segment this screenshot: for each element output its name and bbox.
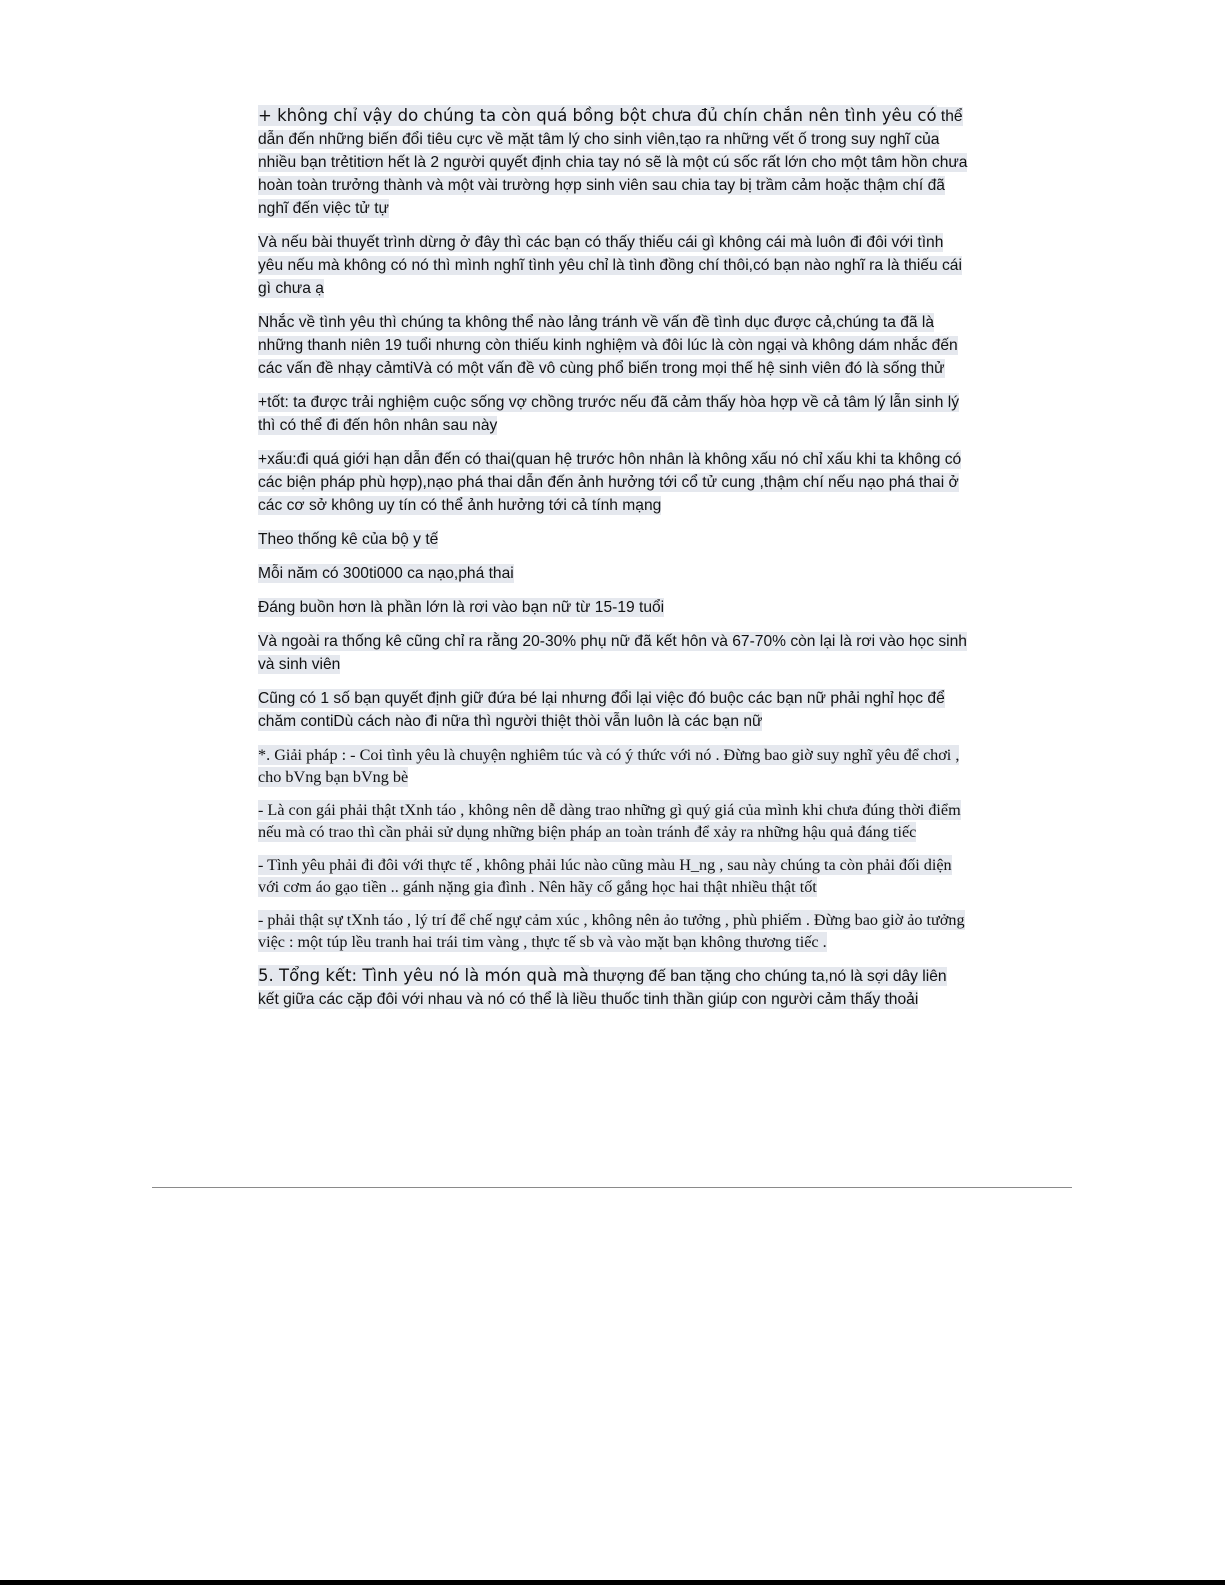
paragraph-text: Và ngoài ra thống kê cũng chỉ ra rằng 20-30% phụ nữ đã kết hôn và 67-70% còn lại là rơi vào học sinh và sinh viên	[258, 633, 967, 673]
paragraph	[258, 448, 970, 517]
paragraph	[258, 562, 970, 585]
paragraph-text: Đáng buồn hơn là phần lớn là rơi vào bạn nữ từ 15-19 tuổi	[258, 599, 665, 616]
paragraph	[258, 854, 970, 898]
paragraph-text: - Tình yêu phải đi đôi với thực tế , không phải lúc nào cũng màu H_ng , sau này chúng ta còn phải đối diện với cơm áo gạo tiền .. gánh nặng gia đình . Nên hãy cố gắng học hai thật nhiều thật tốt	[258, 856, 952, 896]
paragraph	[258, 909, 970, 953]
page-bottom-edge	[0, 1580, 1225, 1585]
paragraph	[258, 687, 970, 733]
paragraph-text: - phải thật sự tXnh táo , lý trí để chế ngự cảm xúc , không nên ảo tưởng , phù phiếm . Đừng bao giờ ảo tưởng việc : một túp lều tranh hai trái tim vàng , thực tế sb và vào mặt bạn không thương tiếc .	[258, 911, 965, 951]
paragraph-text: 5. Tổng kết: Tình yêu nó là món quà mà	[258, 966, 589, 985]
paragraph	[258, 104, 970, 220]
paragraph-text: Và nếu bài thuyết trình dừng ở đây thì các bạn có thấy thiếu cái gì không cái mà luôn đi đôi với tình yêu nếu mà không có nó thì mình nghĩ tình yêu chỉ là tình đồng chí thôi,có bạn nào nghĩ ra là thiếu cái gì chưa ạ	[258, 234, 962, 297]
paragraph-text: +xấu:đi quá giới hạn dẫn đến có thai(quan hệ trước hôn nhân là không xấu nó chỉ xấu khi ta không có các biện pháp phù hợp),nạo phá thai dẫn đến ảnh hưởng tới cổ tử cung ,thậm chí nếu nạo phá thai ở các cơ sở không uy tín có thể ảnh hưởng tới cả tính mạng	[258, 451, 962, 514]
paragraph	[258, 799, 970, 843]
paragraph-text: +tốt: ta được trải nghiệm cuộc sống vợ chồng trước nếu đã cảm thấy hòa hợp về cả tâm lý lẫn sinh lý thì có thể đi đến hôn nhân sau này	[258, 394, 960, 434]
paragraph-text: Theo thống kê của bộ y tế	[258, 531, 439, 548]
page-divider	[152, 1187, 1072, 1188]
paragraph-text: *. Giải pháp : - Coi tình yêu là chuyện nghiêm túc và có ý thức với nó . Đừng bao giờ suy nghĩ yêu để chơi , cho bVng bạn bVng bè	[258, 746, 960, 786]
document-body	[258, 104, 970, 1022]
paragraph-text: thể dẫn đến những biến đổi tiêu cực về mặt tâm lý cho sinh viên,tạo ra những vết ố trong suy nghĩ của nhiều bạn trẻtitiơn hết là 2 người quyết định chia tay nó sẽ là một cú sốc rất lớn cho một tâm hồn chưa hoàn toàn trưởng thành và một vài trường hợp sinh viên sau chia tay bị trầm cảm hoặc thậm chí đã nghĩ đến việc tử tự	[258, 108, 968, 217]
paragraph-text: Mỗi năm có 300ti000 ca nạo,phá thai	[258, 565, 514, 582]
paragraph	[258, 964, 970, 1011]
paragraph	[258, 744, 970, 788]
paragraph	[258, 630, 970, 676]
paragraph-text: + không chỉ vậy do chúng ta còn quá bồng bột chưa đủ chín chắn nên tình yêu có	[258, 106, 937, 125]
paragraph	[258, 596, 970, 619]
paragraph-text: thượng đế ban tặng cho chúng ta,nó là sợi dây liên kết giữa các cặp đôi với nhau và nó có thể là liều thuốc tinh thần giúp con người cảm thấy thoải	[258, 968, 947, 1008]
paragraph	[258, 231, 970, 300]
paragraph	[258, 311, 970, 380]
paragraph-text: Cũng có 1 số bạn quyết định giữ đứa bé lại nhưng đổi lại việc đó buộc các bạn nữ phải nghỉ học để chăm contiDù cách nào đi nữa thì người thiệt thòi vẫn luôn là các bạn nữ	[258, 690, 945, 730]
paragraph	[258, 391, 970, 437]
paragraph-text: - Là con gái phải thật tXnh táo , không nên dễ dàng trao những gì quý giá của mình khi chưa đúng thời điểm nếu mà có trao thì cần phải sử dụng những biện pháp an toàn tránh để xảy ra những hậu quả đáng tiếc	[258, 801, 961, 841]
paragraph	[258, 528, 970, 551]
paragraph-text: Nhắc về tình yêu thì chúng ta không thể nào lảng tránh về vấn đề tình dục được cả,chúng ta đã là những thanh niên 19 tuổi nhưng còn thiếu kinh nghiệm và đôi lúc là còn ngại và không dám nhắc đến các vấn đề nhạy cảmtiVà có một vấn đề vô cùng phổ biến trong mọi thế hệ sinh viên đó là sống thử	[258, 314, 958, 377]
